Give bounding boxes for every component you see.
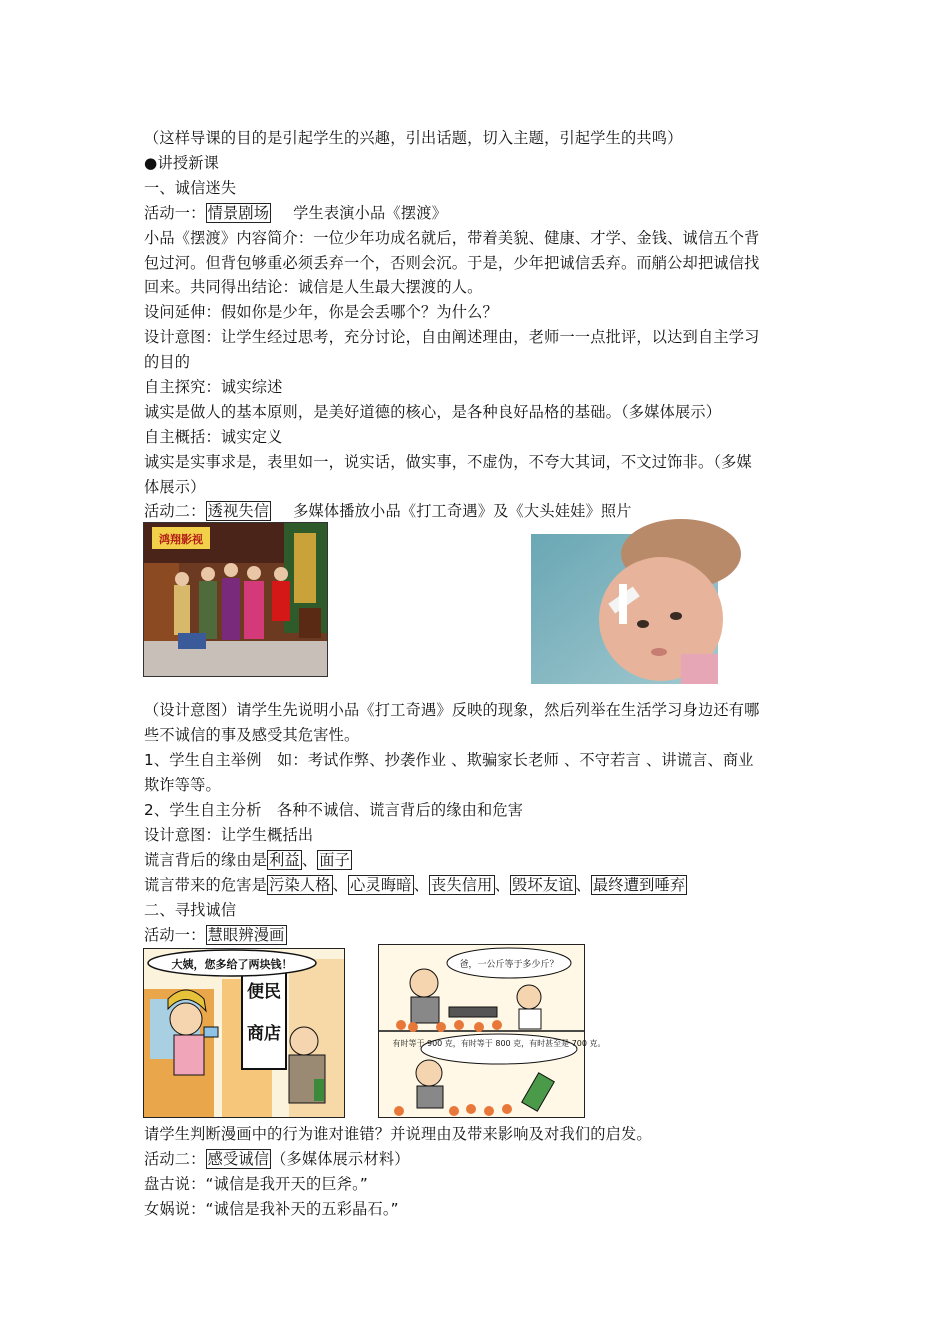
keyword-box: 面子 (319, 851, 351, 869)
body-line: （设计意图）请学生先说明小品《打工奇遇》反映的现象，然后列举在生活学习身边还有哪 (144, 701, 760, 719)
stage-skit-photo (143, 522, 328, 677)
body-line: 自主概括：诚实定义 (144, 428, 283, 446)
body-line: 设问延伸：假如你是少年，你是会丢哪个？为什么？ (144, 303, 498, 321)
body-line: 诚实是实事求是，表里如一，说实话，做实事，不虚伪，不夸大其词，不文过饰非。（多媒 (144, 453, 752, 471)
cartoon-weight-cheating (378, 944, 606, 1118)
separator: 、 (575, 876, 591, 894)
activity-desc: 多媒体播放小品《打工奇遇》及《大头娃娃》照片 (293, 502, 632, 520)
activity-1-line (144, 203, 824, 223)
activity-label: 活动二： (144, 1150, 206, 1168)
activity-title-box: 透视失信 (207, 502, 270, 520)
body-line: 回来。共同得出结论：诚信是人生最大摆渡的人。 (144, 278, 483, 296)
lie-harms-label: 谎言带来的危害是 (144, 876, 268, 894)
quote-nuwa: 女娲说：“诚信是我补天的五彩晶石。” (144, 1200, 399, 1218)
body-line: 小品《摆渡》内容简介：一位少年功成名就后，带着美貌、健康、才学、金钱、诚信五个背 (144, 229, 760, 247)
section-heading-new-lesson: ●讲授新课 (144, 154, 220, 172)
activity-label: 活动一： (144, 204, 206, 222)
lie-harms-line (144, 875, 824, 895)
keyword-box: 利益 (269, 851, 300, 869)
quote-pangu: 盘古说：“诚信是我开天的巨斧。” (144, 1175, 368, 1193)
body-line: 包过河。但背包够重必须丢弃一个，否则会沉。于是，少年把诚信丢弃。而艄公却把诚信找 (144, 254, 760, 272)
body-line: 自主探究：诚实综述 (144, 378, 283, 396)
intro-purpose-line: （这样导课的目的是引起学生的兴趣，引出话题，切入主题，引起学生的共鸣） (144, 129, 683, 147)
activity-2-line (144, 501, 824, 521)
big-head-baby-photo (531, 534, 718, 684)
keyword-box: 毁坏友谊 (511, 876, 574, 894)
separator: 、 (301, 851, 318, 869)
body-line: 诚实是做人的基本原则，是美好道德的核心，是各种良好品格的基础。（多媒体展示） (144, 403, 722, 421)
activity-desc: 学生表演小品《摆渡》 (293, 204, 447, 222)
keyword-box: 污染人格 (269, 876, 331, 894)
body-line: 2、学生自主分析 各种不诚信、谎言背后的缘由和危害 (144, 801, 524, 819)
activity-desc: （多媒体展示材料） (271, 1150, 410, 1168)
keyword-box: 最终遭到唾弃 (592, 876, 686, 894)
body-line: 体展示） (144, 478, 206, 496)
separator: 、 (332, 876, 349, 894)
lie-reasons-label: 谎言背后的缘由是 (144, 851, 268, 869)
separator: 、 (494, 876, 510, 894)
body-line: 些不诚信的事及感受其危害性。 (144, 726, 360, 744)
activity-title-box: 慧眼辨漫画 (207, 926, 285, 944)
body-line: 欺诈等等。 (144, 776, 221, 794)
section-heading-1: 一、诚信迷失 (144, 179, 237, 197)
cartoon2-bubble2-text: 有时等于 900 克，有时等于 800 克，有时甚至是 700 克。 (392, 1039, 606, 1048)
keyword-box: 心灵晦暗 (350, 876, 412, 894)
separator: 、 (413, 876, 430, 894)
cartoon2-bubble1-text: 爸，一公斤等于多少斤？ (459, 960, 559, 970)
keyword-box: 丧失信用 (431, 876, 493, 894)
body-line: 请学生判断漫画中的行为谁对谁错？并说理由及带来影响及对我们的启发。 (144, 1125, 652, 1143)
section-heading-2: 二、寻找诚信 (144, 901, 237, 919)
body-line: 设计意图：让学生经过思考，充分讨论，自由阐述理由，老师一一点批评，以达到自主学习 (144, 328, 760, 346)
activity-label: 活动二： (144, 502, 206, 520)
svg-text:商店: 商店 (247, 1024, 281, 1044)
svg-text:便民: 便民 (247, 982, 281, 1002)
body-line: 设计意图：让学生概括出 (144, 826, 314, 844)
cartoon-store-change (143, 948, 345, 1118)
lie-reasons-line (144, 850, 824, 870)
stage-sign-text: 鸿翔影视 (159, 533, 203, 546)
cartoon1-bubble-text: 大姨，您多给了两块钱！ (171, 958, 293, 971)
body-line: 的目的 (144, 353, 191, 371)
activity-3-line (144, 925, 824, 945)
body-line: 1、学生自主举例 如：考试作弊、抄袭作业 、欺骗家长老师 、不守若言 、讲谎言、商业 (144, 751, 754, 769)
activity-label: 活动一： (144, 926, 206, 944)
activity-title-box: 情景剧场 (207, 204, 270, 222)
activity-4-line (144, 1149, 824, 1169)
activity-title-box: 感受诚信 (207, 1150, 270, 1168)
